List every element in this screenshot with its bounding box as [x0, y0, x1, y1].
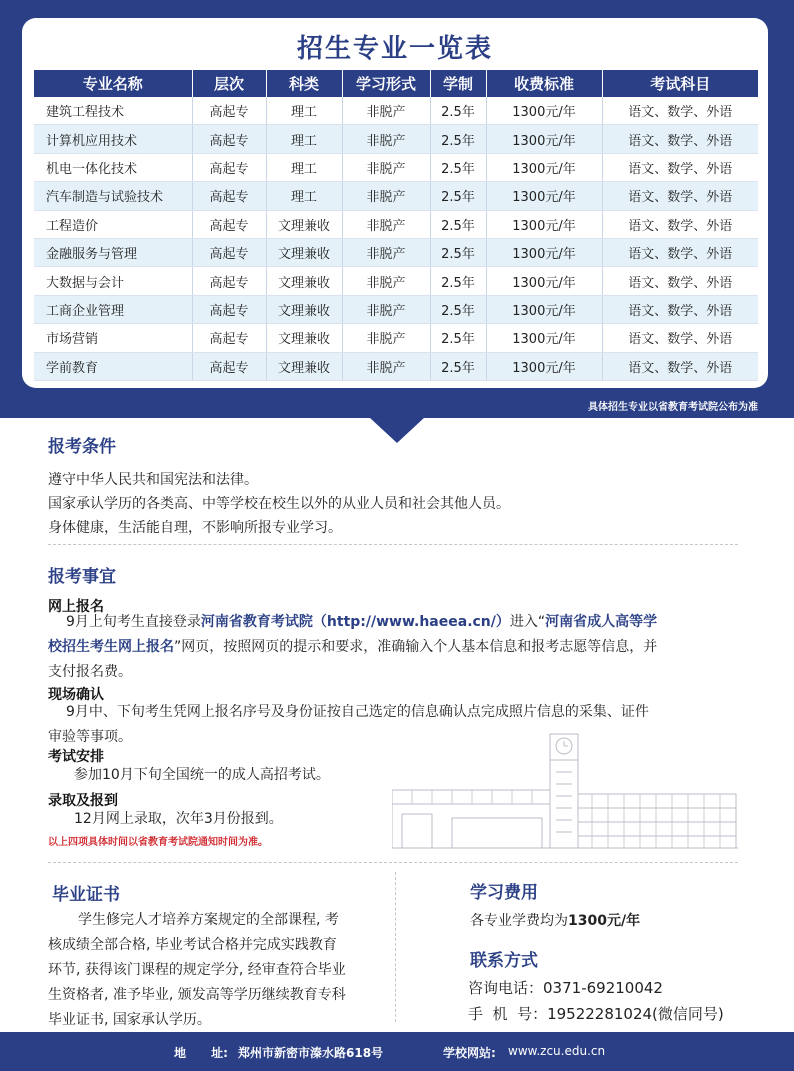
enroll-table-card: [22, 18, 768, 388]
table-cell: 非脱产: [342, 324, 430, 352]
mobile-label: 手 机 号：: [468, 1005, 548, 1023]
table-cell: 1300元/年: [486, 153, 602, 181]
online-pre: 9月上旬考生直接登录: [66, 614, 201, 630]
table-cell: 1300元/年: [486, 97, 602, 125]
table-cell: 非脱产: [342, 295, 430, 323]
table-cell: 高起专: [192, 238, 266, 266]
table-cell: 理工: [266, 97, 342, 125]
table-row: [34, 295, 758, 323]
table-cell: 汽车制造与试验技术: [34, 182, 192, 210]
graduation-line: 核成绩全部合格, 毕业考试合格并完成实践教育: [48, 937, 337, 953]
table-cell: 文理兼收: [266, 324, 342, 352]
procedure-title: 报考事宜: [48, 567, 116, 587]
table-cell: 2.5年: [430, 295, 486, 323]
enroll-table-title: 招生专业一览表: [296, 34, 493, 64]
table-header-row: [34, 70, 758, 97]
table-cell: 2.5年: [430, 238, 486, 266]
requirements-title: 报考条件: [48, 437, 116, 457]
table-cell: 语文、数学、外语: [602, 210, 758, 238]
table-cell: 2.5年: [430, 352, 486, 380]
exam-heading: 考试安排: [48, 749, 104, 765]
table-row: [34, 210, 758, 238]
column-header: 考试科目: [602, 70, 758, 97]
graduation-line: 生资格者, 准予毕业, 颁发高等学历继续教育专科: [48, 987, 346, 1003]
table-cell: 2.5年: [430, 97, 486, 125]
contact-title: 联系方式: [470, 951, 538, 971]
table-cell: 非脱产: [342, 182, 430, 210]
confirm-line: 审验等事项。: [48, 729, 132, 745]
table-cell: 高起专: [192, 295, 266, 323]
table-cell: 非脱产: [342, 97, 430, 125]
table-cell: 理工: [266, 182, 342, 210]
table-cell: 语文、数学、外语: [602, 352, 758, 380]
graduation-title: 毕业证书: [52, 885, 120, 905]
table-cell: 1300元/年: [486, 238, 602, 266]
table-cell: 高起专: [192, 352, 266, 380]
table-cell: 非脱产: [342, 352, 430, 380]
table-cell: 非脱产: [342, 125, 430, 153]
fees-title: 学习费用: [470, 883, 538, 903]
table-cell: 语文、数学、外语: [602, 125, 758, 153]
table-cell: 2.5年: [430, 210, 486, 238]
contact-block: [468, 975, 724, 1027]
column-header: 学习形式: [342, 70, 430, 97]
column-header: 收费标准: [486, 70, 602, 97]
table-cell: 理工: [266, 125, 342, 153]
fees-pre: 各专业学费均为: [470, 913, 568, 929]
table-cell: 高起专: [192, 267, 266, 295]
column-divider: [395, 872, 396, 1022]
table-cell: 文理兼收: [266, 352, 342, 380]
table-cell: 2.5年: [430, 267, 486, 295]
divider: [48, 862, 738, 863]
column-header: 层次: [192, 70, 266, 97]
enroll-table: [34, 70, 758, 381]
requirements-text: [48, 468, 510, 540]
table-cell: 市场营销: [34, 324, 192, 352]
table-cell: 机电一体化技术: [34, 153, 192, 181]
table-cell: 1300元/年: [486, 295, 602, 323]
mobile-number[interactable]: 19522281024(微信同号): [547, 1005, 724, 1023]
table-cell: 1300元/年: [486, 267, 602, 295]
table-cell: 高起专: [192, 210, 266, 238]
table-cell: 计算机应用技术: [34, 125, 192, 153]
divider: [48, 544, 738, 545]
table-cell: 1300元/年: [486, 125, 602, 153]
table-cell: 文理兼收: [266, 210, 342, 238]
table-cell: 高起专: [192, 125, 266, 153]
table-cell: 高起专: [192, 97, 266, 125]
online-heading: 网上报名: [48, 599, 104, 615]
site-link[interactable]: www.zcu.edu.cn: [508, 1044, 606, 1058]
graduation-text: [48, 908, 393, 1033]
table-body: [34, 97, 758, 380]
registration-site-name-cont: 校招生考生网上报名: [48, 639, 174, 655]
table-row: [34, 182, 758, 210]
registration-site-name: 河南省成人高等学: [545, 614, 658, 630]
table-cell: 高起专: [192, 182, 266, 210]
admission-heading: 录取及报到: [48, 793, 118, 809]
table-cell: 文理兼收: [266, 267, 342, 295]
table-cell: 大数据与会计: [34, 267, 192, 295]
table-cell: 工商企业管理: [34, 295, 192, 323]
campus-building-illustration: [392, 732, 738, 850]
table-cell: 非脱产: [342, 153, 430, 181]
address-text: 郑州市新密市溱水路618号: [238, 1046, 384, 1060]
footer-bar: [0, 1032, 794, 1071]
table-row: [34, 97, 758, 125]
phone-label: 咨询电话：: [468, 979, 544, 997]
table-cell: 语文、数学、外语: [602, 267, 758, 295]
table-row: [34, 153, 758, 181]
timing-note: 以上四项具体时间以省教育考试院通知时间为准。: [48, 837, 268, 848]
table-cell: 理工: [266, 153, 342, 181]
table-cell: 金融服务与管理: [34, 238, 192, 266]
online-text: [48, 610, 748, 685]
graduation-line: 环节, 获得该门课程的规定学分, 经审查符合毕业: [48, 962, 346, 978]
exam-authority-link[interactable]: 河南省教育考试院（http://www.haeea.cn/）: [200, 614, 510, 630]
requirement-line: 身体健康，生活能自理，不影响所报专业学习。: [48, 520, 342, 536]
table-row: [34, 238, 758, 266]
table-cell: 高起专: [192, 324, 266, 352]
table-cell: 1300元/年: [486, 324, 602, 352]
online-post: ”网页，按照网页的提示和要求，准确输入个人基本信息和报考志愿等信息，并: [174, 639, 658, 655]
address-label: 地 址:: [174, 1046, 228, 1060]
table-cell: 1300元/年: [486, 210, 602, 238]
table-row: [34, 267, 758, 295]
fees-text: [470, 909, 640, 934]
online-line3: 支付报名费。: [48, 664, 132, 680]
table-cell: 语文、数学、外语: [602, 295, 758, 323]
table-cell: 文理兼收: [266, 238, 342, 266]
table-cell: 学前教育: [34, 352, 192, 380]
table-cell: 语文、数学、外语: [602, 153, 758, 181]
graduation-line: 学生修完人才培养方案规定的全部课程, 考: [78, 912, 339, 928]
table-cell: 高起专: [192, 153, 266, 181]
requirement-line: 国家承认学历的各类高、中等学校在校生以外的从业人员和社会其他人员。: [48, 496, 510, 512]
column-header: 科类: [266, 70, 342, 97]
table-cell: 非脱产: [342, 267, 430, 295]
table-cell: 工程造价: [34, 210, 192, 238]
table-cell: 2.5年: [430, 324, 486, 352]
exam-text: 参加10月下旬全国统一的成人高招考试。: [74, 767, 330, 783]
phone-number[interactable]: 0371-69210042: [543, 979, 663, 997]
table-cell: 语文、数学、外语: [602, 182, 758, 210]
online-mid: 进入“: [509, 614, 546, 630]
table-cell: 非脱产: [342, 210, 430, 238]
table-note: 具体招生专业以省教育考试院公布为准: [588, 402, 758, 413]
table-cell: 建筑工程技术: [34, 97, 192, 125]
table-cell: 2.5年: [430, 182, 486, 210]
column-header: 专业名称: [34, 70, 192, 97]
table-row: [34, 324, 758, 352]
admission-text: 12月网上录取，次年3月份报到。: [74, 811, 283, 827]
table-cell: 语文、数学、外语: [602, 238, 758, 266]
table-cell: 非脱产: [342, 238, 430, 266]
confirm-line: 9月中、下旬考生凭网上报名序号及身份证按自己选定的信息确认点完成照片信息的采集、证件: [66, 704, 649, 720]
table-cell: 1300元/年: [486, 182, 602, 210]
site-label: 学校网站:: [443, 1046, 496, 1060]
column-header: 学制: [430, 70, 486, 97]
table-row: [34, 125, 758, 153]
fees-amount: 1300元/年: [568, 913, 641, 929]
requirement-line: 遵守中华人民共和国宪法和法律。: [48, 472, 258, 488]
table-cell: 语文、数学、外语: [602, 97, 758, 125]
down-arrow-icon: [369, 417, 425, 443]
confirm-heading: 现场确认: [48, 687, 104, 703]
table-cell: 1300元/年: [486, 352, 602, 380]
table-cell: 文理兼收: [266, 295, 342, 323]
table-cell: 2.5年: [430, 125, 486, 153]
table-cell: 2.5年: [430, 153, 486, 181]
table-row: [34, 352, 758, 380]
graduation-line: 毕业证书, 国家承认学历。: [48, 1012, 211, 1028]
table-cell: 语文、数学、外语: [602, 324, 758, 352]
